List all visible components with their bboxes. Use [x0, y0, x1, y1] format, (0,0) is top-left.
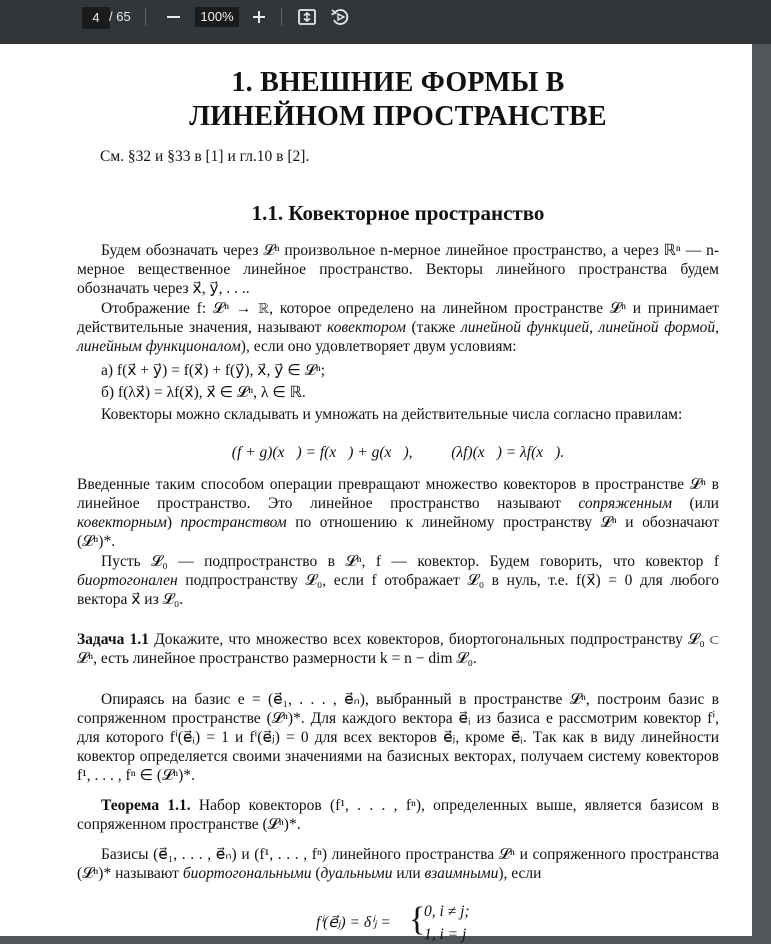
toolbar-divider	[281, 8, 282, 26]
section-title: 1.1. Ковекторное пространство	[251, 201, 545, 225]
text-run: ), если оно удовлетворяет двум условиям:	[240, 338, 517, 355]
text-run: Докажите, что множество всех ковекторов, биортогональных подпространству 𝓛₀ ⊂ 𝓛ⁿ, есть линейное пространство размерности k = n − dim 𝓛₀.	[77, 631, 719, 667]
formula-case: 1, i = j	[424, 926, 467, 943]
task-label: Задача 1.1	[77, 631, 149, 648]
fit-to-page-icon	[296, 6, 318, 28]
chapter-title	[0, 66, 771, 134]
paragraph	[77, 845, 719, 883]
text-run: (	[311, 865, 321, 882]
zoom-out-button[interactable]	[160, 5, 187, 29]
text-run: Базисы (e⃗₁, . . . , e⃗ₙ) и (f¹, . . . , fⁿ) линейного пространства 𝓛ⁿ и сопряженного пространства (𝓛ⁿ)* называют	[77, 846, 719, 882]
plus-icon	[247, 5, 271, 29]
toolbar-divider	[145, 8, 146, 26]
theorem-label: Теорема 1.1.	[101, 797, 191, 814]
term: дуальными	[320, 865, 393, 882]
text-run: (или	[672, 495, 719, 512]
term: взаимными	[424, 865, 499, 882]
term: биортогональными	[182, 865, 312, 882]
term: ковекторным	[77, 514, 167, 531]
chapter-title-line: ЛИНЕЙНОМ ПРОСТРАНСТВЕ	[189, 101, 607, 132]
text-run: подпространству 𝓛₀, если f отображает 𝓛₀ в нуль, т.е. f(x⃗) = 0 для любого вектора x⃗ из 𝓛₀.	[77, 572, 719, 608]
text-run: ), если	[498, 865, 542, 882]
chapter-title-line: 1. ВНЕШНИЕ ФОРМЫ В	[231, 67, 565, 98]
brace: {	[409, 901, 426, 938]
term: биортогонален	[77, 572, 178, 589]
paragraph	[77, 552, 719, 609]
paragraph: Будем обозначать через 𝓛ⁿ произвольное n-мерное линейное пространство, а через ℝⁿ — n-мерное вещественное линейное пространство. Векторы линейного пространства будем обозначать через x⃗, y⃗, . . ..	[77, 242, 719, 297]
paragraph: Ковекторы можно складывать и умножать на действительные числа согласно правилам:	[101, 406, 683, 423]
rotate-button[interactable]	[329, 6, 351, 28]
text-run: (также	[405, 319, 461, 336]
page-total-label: / 65	[109, 9, 131, 24]
zoom-level-field[interactable]: 100%	[195, 7, 239, 27]
text-run: Введенные таким способом операции превращают множество ковекторов в пространстве 𝓛ⁿ в линейное пространство. Это линейное пространство называют	[77, 476, 719, 512]
term: сопряженным	[578, 495, 673, 512]
text-run: )	[166, 514, 181, 531]
condition-b: б) f(λx⃗) = λf(x⃗), x⃗ ∈ 𝓛ⁿ, λ ∈ ℝ.	[101, 384, 306, 401]
text-run: Пусть 𝓛₀ — подпространство в 𝓛ⁿ, f — ковектор. Будем говорить, что ковектор f	[101, 553, 719, 570]
term: линейной функцией, линейной формой, линейным функционалом	[77, 319, 719, 355]
pdf-toolbar	[0, 0, 771, 44]
paragraph: Опираясь на базис e = (e⃗₁, . . . , e⃗ₙ), выбранный в пространстве 𝓛ⁿ, построим базис в сопряженном пространстве (𝓛ⁿ)*. Для каждого вектора e⃗ᵢ из базиса e рассмотрим ковектор fⁱ, для которого fⁱ(e⃗ᵢ) = 1 и fⁱ(e⃗ⱼ) = 0 для всех векторов e⃗ⱼ, кроме e⃗ᵢ. Так как в виду линейности ковектор определяется своими значениями на базисных векторах, получаем систему ковекторов f¹, . . . , fⁿ ∈ (𝓛ⁿ)*.	[77, 691, 719, 784]
paragraph	[77, 299, 719, 356]
rotate-icon	[329, 6, 351, 28]
formula-case: 0, i ≠ j;	[424, 903, 470, 920]
text-run: Отображение f: 𝓛ⁿ → ℝ, которое определено на линейном пространстве 𝓛ⁿ и принимает действительные значения, называют	[77, 300, 719, 336]
text-run: Набор ковекторов (f¹, . . . , fⁿ), определенных выше, является базисом в сопряженном пространстве (𝓛ⁿ)*.	[77, 797, 719, 833]
page-number-input[interactable]	[82, 7, 110, 29]
paragraph	[77, 475, 719, 551]
term: ковектором	[327, 319, 406, 336]
minus-icon	[167, 16, 180, 18]
fit-to-page-button[interactable]	[296, 6, 318, 28]
text-run: или	[392, 865, 425, 882]
text-run: по отношению к линейному пространству 𝓛ⁿ и обозначают (𝓛ⁿ)*.	[77, 514, 719, 550]
formula-lhs: fⁱ(e⃗ⱼ) = δⁱⱼ =	[316, 914, 391, 931]
reference-line: См. §32 и §33 в [1] и гл.10 в [2].	[100, 148, 310, 165]
zoom-in-button[interactable]	[247, 5, 271, 29]
theorem-block	[77, 796, 719, 834]
condition-a: а) f(x⃗ + y⃗) = f(x⃗) + f(y⃗), x⃗, y⃗ ∈ 𝓛ⁿ;	[101, 362, 326, 379]
term: пространством	[180, 514, 287, 531]
scrollbar[interactable]	[752, 44, 771, 936]
task-block	[77, 630, 719, 668]
formula: (f + g)(x⃗) = f(x⃗) + g(x⃗), (λf)(x⃗) = λf(x⃗).	[231, 444, 565, 461]
pdf-page	[0, 44, 752, 943]
